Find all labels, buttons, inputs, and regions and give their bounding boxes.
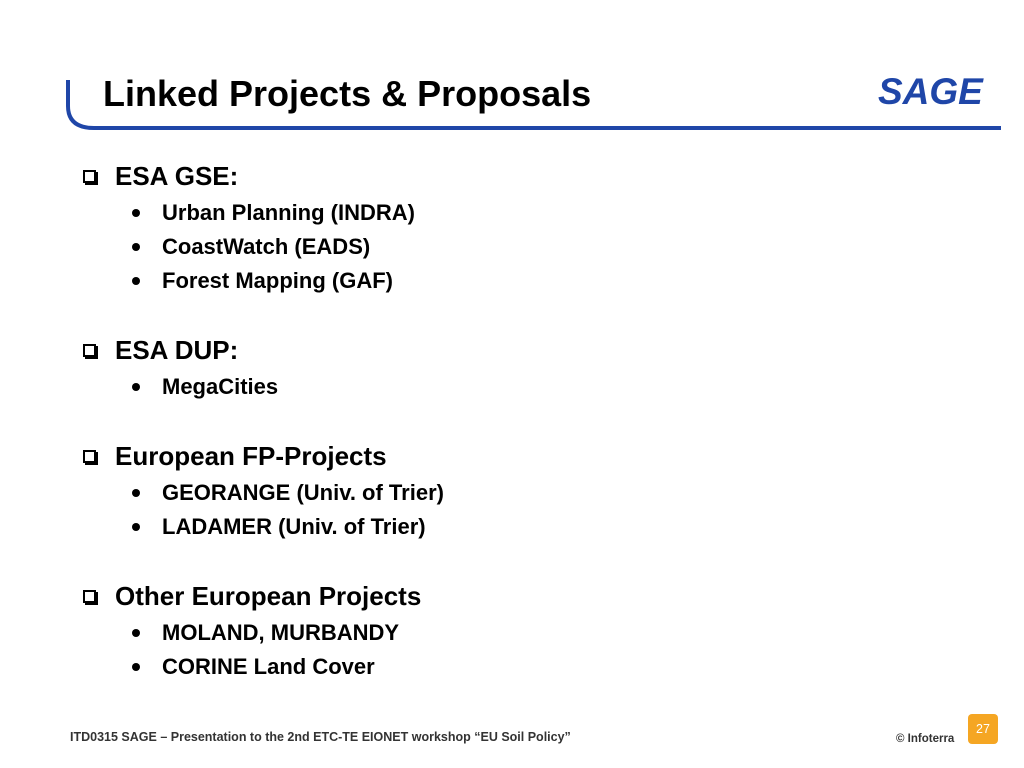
footer-text: ITD0315 SAGE – Presentation to the 2nd ETC-TE EIONET workshop “EU Soil Policy” (70, 730, 571, 744)
list-item-label: CoastWatch (EADS) (162, 234, 371, 259)
list-item (80, 650, 980, 684)
list-item-label: CORINE Land Cover (162, 654, 375, 679)
sage-logo: SAGE (878, 71, 983, 112)
bullet-icon (132, 277, 140, 285)
page-number-badge: 27 (968, 714, 998, 744)
checkbox-icon (83, 170, 96, 183)
section-title: Other European Projects (115, 581, 422, 611)
section-header (80, 436, 980, 476)
list-item-label: MOLAND, MURBANDY (162, 620, 400, 645)
header-divider-line (0, 0, 1024, 140)
list-item (80, 196, 980, 230)
bullet-icon (132, 383, 140, 391)
content-list (80, 156, 980, 716)
bullet-icon (132, 489, 140, 497)
bullet-icon (132, 243, 140, 251)
checkbox-icon (83, 450, 96, 463)
list-item (80, 476, 980, 510)
section-header (80, 156, 980, 196)
list-item (80, 370, 980, 404)
section-header (80, 576, 980, 616)
checkbox-icon (83, 590, 96, 603)
list-item-label: Forest Mapping (GAF) (162, 268, 393, 293)
section-european-fp-projects (80, 436, 980, 544)
section-title: ESA DUP: (115, 335, 239, 365)
list-item-label: GEORANGE (Univ. of Trier) (162, 480, 444, 505)
bullet-icon (132, 629, 140, 637)
list-item (80, 616, 980, 650)
list-item-label: MegaCities (162, 374, 279, 399)
section-title: European FP-Projects (115, 441, 387, 471)
bullet-icon (132, 663, 140, 671)
list-item-label: Urban Planning (INDRA) (162, 200, 415, 225)
bullet-icon (132, 209, 140, 217)
section-header (80, 330, 980, 370)
list-item (80, 264, 980, 298)
list-item (80, 230, 980, 264)
list-item-label: LADAMER (Univ. of Trier) (162, 514, 426, 539)
checkbox-icon (83, 344, 96, 357)
section-title: ESA GSE: (115, 161, 239, 191)
section-esa-gse (80, 156, 980, 298)
section-other-european-projects (80, 576, 980, 684)
section-esa-dup (80, 330, 980, 404)
copyright-notice: © Infoterra (896, 733, 955, 745)
slide-title: Linked Projects & Proposals (103, 73, 592, 114)
list-item (80, 510, 980, 544)
bullet-icon (132, 523, 140, 531)
